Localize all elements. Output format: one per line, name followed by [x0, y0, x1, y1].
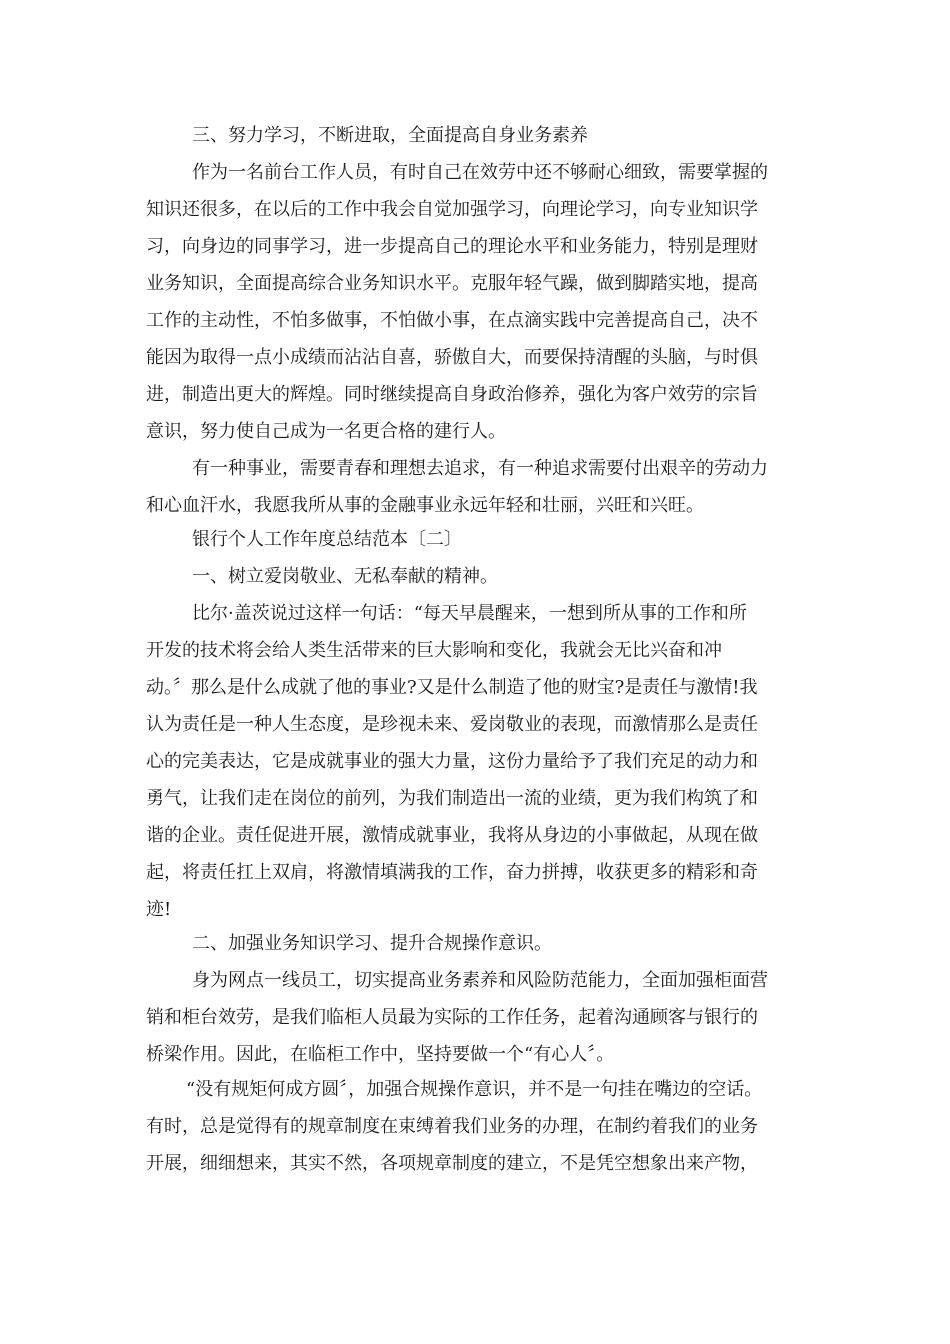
paragraph-line: 认为责任是一种人生态度，是珍视未来、爱岗敬业的表现，而激情那么是责任: [146, 714, 758, 735]
paragraph-line: 迹!: [146, 899, 172, 920]
section-heading-3: 三、努力学习，不断进取，全面提高自身业务素养: [192, 125, 588, 146]
paragraph-line: 勇气，让我们走在岗位的前列，为我们制造出一流的业绩，更为我们构筑了和: [146, 788, 758, 809]
paragraph-line: 工作的主动性，不怕多做事，不怕做小事，在点滴实践中完善提高自己，决不: [146, 310, 758, 331]
paragraph-line: 意识，努力使自己成为一名更合格的建行人。: [146, 421, 506, 442]
paragraph-line: 开发的技术将会给人类生活带来的巨大影响和变化，我就会无比兴奋和冲: [146, 640, 722, 661]
paragraph-line: 有一种事业，需要青春和理想去追求，有一种追求需要付出艰辛的劳动力: [192, 458, 768, 479]
paragraph-line: 动。〞那么是什么成就了他的事业?又是什么制造了他的财宝?是责任与激情!我: [146, 677, 758, 698]
paragraph-line: 谐的企业。责任促进开展，激情成就事业，我将从身边的小事做起，从现在做: [146, 825, 758, 846]
section-heading-2: 二、加强业务知识学习、提升合规操作意识。: [192, 933, 552, 954]
paragraph-line: 作为一名前台工作人员，有时自己在效劳中还不够耐心细致，需要掌握的: [192, 162, 768, 183]
section-heading-1: 一、树立爱岗敬业、无私奉献的精神。: [192, 566, 498, 587]
paragraph-line: “没有规矩何成方圆〞，加强合规操作意识，并不是一句挂在嘴边的空话。: [186, 1079, 763, 1100]
paragraph-line: 比尔·盖茨说过这样一句话：“每天早晨醒来，一想到所从事的工作和所: [192, 603, 747, 624]
paragraph-line: 销和柜台效劳，是我们临柜人员最为实际的工作任务，起着沟通顾客与银行的: [146, 1007, 758, 1028]
paragraph-line: 业务知识，全面提高综合业务知识水平。克服年轻气躁，做到脚踏实地，提高: [146, 273, 758, 294]
paragraph-line: 桥梁作用。因此，在临柜工作中，坚持要做一个“有心人〞。: [146, 1044, 615, 1065]
paragraph-line: 习，向身边的同事学习，进一步提高自己的理论水平和业务能力，特别是理财: [146, 236, 758, 257]
paragraph-line: 起，将责任扛上双肩，将激情填满我的工作，奋力拼搏，收获更多的精彩和奇: [146, 862, 758, 883]
paragraph-line: 进，制造出更大的辉煌。同时继续提高自身政治修养，强化为客户效劳的宗旨: [146, 384, 758, 405]
paragraph-line: 有时，总是觉得有的规章制度在束缚着我们业务的办理，在制约着我们的业务: [146, 1116, 758, 1137]
paragraph-line: 知识还很多，在以后的工作中我会自觉加强学习，向理论学习，向专业知识学: [146, 199, 758, 220]
document-subtitle: 银行个人工作年度总结范本〔二〕: [192, 529, 462, 550]
paragraph-line: 身为网点一线员工，切实提高业务素养和风险防范能力，全面加强柜面营: [192, 970, 768, 991]
paragraph-line: 开展，细细想来，其实不然，各项规章制度的建立，不是凭空想象出来产物，: [146, 1153, 758, 1174]
paragraph-line: 和心血汗水，我愿我所从事的金融事业永远年轻和壮丽，兴旺和兴旺。: [146, 495, 704, 516]
paragraph-line: 能因为取得一点小成绩而沾沾自喜，骄傲自大，而要保持清醒的头脑，与时俱: [146, 347, 758, 368]
paragraph-line: 心的完美表达，它是成就事业的强大力量，这份力量给予了我们充足的动力和: [146, 751, 758, 772]
